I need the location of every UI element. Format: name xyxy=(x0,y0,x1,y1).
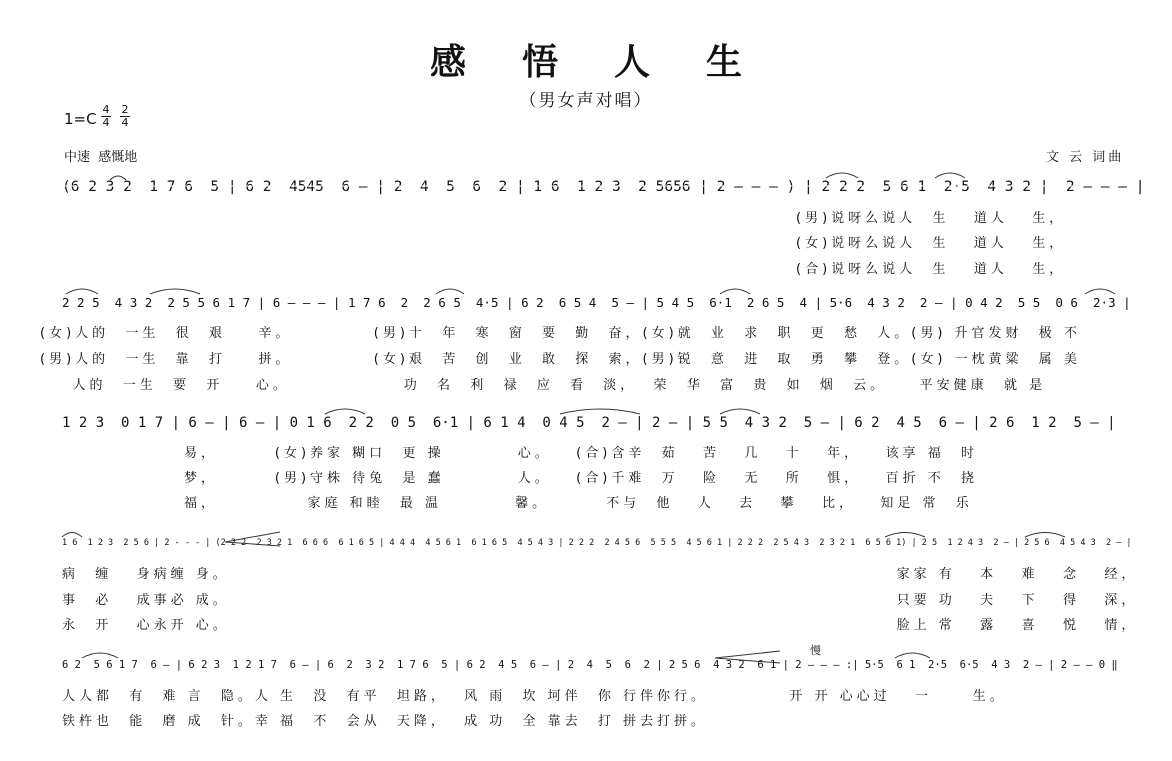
lyric-line: 人人都 有 难 言 隐。人 生 没 有平 坦路， 风 雨 坎 坷伴 你 行伴你行。 开 开 心心过 一 生。 xyxy=(62,689,1007,704)
song-subtitle: （男女声对唱） xyxy=(519,91,653,111)
lyric-line: 人的 一生 要 开 心。 功 名 利 禄 应 看 淡， 荣 华 富 贵 如 烟 云。 平安健康 就 是 xyxy=(40,378,1047,393)
lyric-line: (合)说呀么说人 生 道人 生， xyxy=(796,262,1067,277)
time-sig-denominator: 4 xyxy=(102,116,110,129)
lyric-line: 事 必 成事必 成。 只要 功 夫 下 得 深， xyxy=(62,593,1139,608)
slur-mark xyxy=(110,176,126,180)
lyric-line: 梦， (男)守株 待兔 是 蠢 人。 (合)千难 万 险 无 所 惧， 百折 不 挠 xyxy=(62,471,978,486)
lyric-line: 福， 家庭 和睦 最 温 馨。 不与 他 人 去 攀 比， 知足 常 乐 xyxy=(62,496,973,511)
decrescendo-mark xyxy=(715,651,780,663)
slur-mark xyxy=(560,409,640,414)
lyric-line: 永 开 心永开 心。 脸上 常 露 喜 悦 情， xyxy=(62,618,1139,633)
slur-mark xyxy=(1085,289,1115,294)
tempo-marking: 中速 感慨地 xyxy=(64,150,138,165)
slur-mark xyxy=(1025,533,1065,538)
slur-mark xyxy=(325,409,365,414)
time-sig-numerator: 4 xyxy=(102,103,110,116)
notation-line-5: 6 2 5 6 1 7 6 — | 6 2 3 1 2 1 7 6 — | 6 2 3 2 1 7 6 5 | 6 2 4 5 6 — | 2 4 5 6 2 | 2 5 6 4 3 2 6 1 | 2 — — — :| 5·5 6 1 2·5 6·5 4 3 2 — | 2 — — 0 ‖ xyxy=(62,659,1118,671)
song-title: 感悟人生 xyxy=(429,41,798,83)
lyric-line: (男)人的 一生 靠 打 拼。 (女)艰 苦 创 业 敢 探 索，(男)锐 意 进 取 勇 攀 登。(女) 一枕黄粱 属 美 xyxy=(40,352,1081,367)
lyric-line: 铁杵也 能 磨 成 针。幸 福 不 会从 天降， 成 功 全 靠去 打 拼去打拼。 xyxy=(62,714,709,729)
notation-line-1: (6 2 3 2 1 7 6 5 | 6 2 4545 6 — | 2 4 5 6 2 | 1 6 1 2 3 2 5656 | 2 — — — ) | 2 2 2 5 6 1 2·5 4 3 2 | 2 — — — | xyxy=(62,179,1145,195)
slur-mark xyxy=(436,289,464,294)
slur-mark xyxy=(935,173,965,178)
notation-line-3: 1 2 3 0 1 7 | 6 — | 6 — | 0 1 6 2 2 0 5 6·1 | 6 1 4 0 4 5 2 — | 2 — | 5 5 4 3 2 5 — | 6 2 4 5 6 — | 2 6 1 2 5 — | xyxy=(62,415,1116,431)
lyric-line: 病 缠 身病缠 身。 家家 有 本 难 念 经， xyxy=(62,567,1139,582)
time-sig-numerator: 2 xyxy=(121,103,129,116)
lyric-line: 易， (女)养家 糊口 更 操 心。 (合)含辛 茹 苦 几 十 年， 该享 福 时 xyxy=(62,446,978,461)
slur-mark xyxy=(720,289,750,294)
slur-mark xyxy=(895,653,930,658)
tempo-change-mark: 慢 xyxy=(810,644,821,657)
slur-mark xyxy=(62,533,82,538)
notation-line-2: 2 2 5 4 3 2 2 5 5 6 1 7 | 6 — — — | 1 7 6 2 2 6 5 4·5 | 6 2 6 5 4 5 — | 5 4 5 6·1 2 6 5 4 | 5·6 4 3 2 2 — | 0 4 2 5 5 0 6 2·3 | xyxy=(62,295,1131,310)
slur-mark xyxy=(150,289,200,294)
crescendo-mark xyxy=(225,532,280,546)
lyric-line: (男)说呀么说人 生 道人 生， xyxy=(796,211,1067,226)
slur-mark xyxy=(82,653,118,658)
composer-credit: 文 云 词曲 xyxy=(1046,150,1125,165)
slur-mark xyxy=(885,533,925,538)
slur-mark xyxy=(66,289,98,294)
lyric-line: (女)人的 一生 很 艰 辛。 (男)十 年 寒 窗 要 勤 奋，(女)就 业 求 职 更 愁 人。(男) 升官发财 极 不 xyxy=(40,326,1081,341)
lyric-line: (女)说呀么说人 生 道人 生， xyxy=(796,236,1067,251)
slur-mark xyxy=(720,409,760,414)
notation-line-4: 1 6 1 2 3 2 5 6 | 2 - - - | (2 2 2 2 3 2 1 6 6 6 6 1 6 5 | 4 4 4 4 5 6 1 6 1 6 5 4 5 4 3 | 2 2 2 2 4 5 6 5 5 5 4 5 6 1 | 2 2 2 2 5 4 3 2 3 2 1 6 5 6 1) | 2 5 1 2 4 3 2 — | 2 5 6 4 5 4 3 2 — | xyxy=(62,538,1132,548)
slur-mark xyxy=(826,173,858,178)
time-sig-denominator: 4 xyxy=(121,116,129,129)
key-signature: 1=C xyxy=(64,110,97,128)
